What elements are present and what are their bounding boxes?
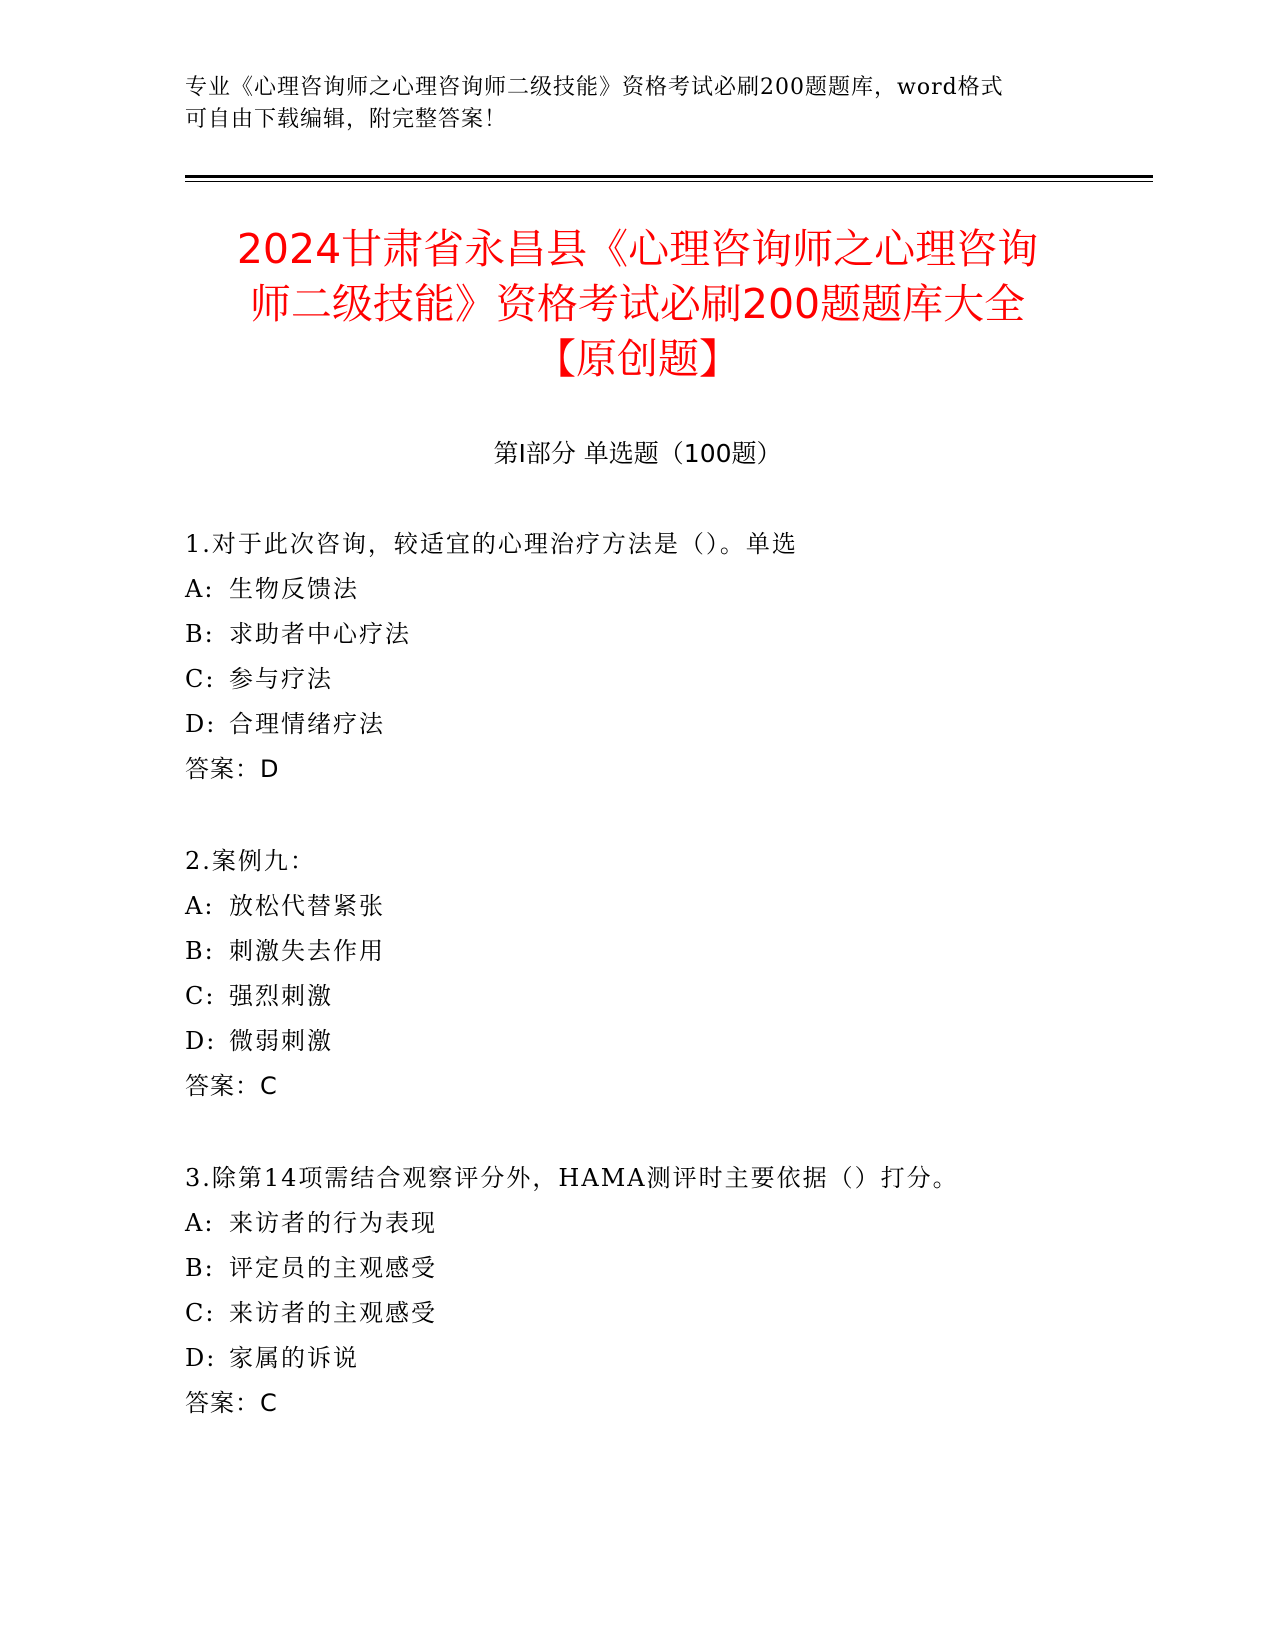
option-b [185,612,1090,657]
option-text: 微弱刺激 [229,1027,333,1055]
header-note-line-1: 专业《心理咨询师之心理咨询师二级技能》资格考试必刷200题题库，word格式 [185,75,1004,100]
option-text: 刺激失去作用 [229,937,385,965]
option-letter: D: [185,1344,217,1372]
option-b [185,1246,1090,1291]
option-text: 强烈刺激 [229,982,333,1010]
answer-line: 答案：C [185,1072,278,1100]
option-text: 参与疗法 [229,665,333,693]
option-c [185,657,1090,702]
header-note [185,72,1065,136]
answer-line: 答案：D [185,755,280,783]
header-rule-thick [185,175,1153,178]
option-text: 来访者的主观感受 [229,1299,437,1327]
option-a [185,884,1090,929]
option-letter: C: [185,665,216,693]
option-letter: D: [185,710,217,738]
option-letter: A: [185,1209,215,1237]
answer-line: 答案：C [185,1389,278,1417]
option-letter: C: [185,1299,216,1327]
option-letter: A: [185,575,215,603]
option-d [185,1336,1090,1381]
option-text: 生物反馈法 [229,575,359,603]
option-d [185,702,1090,747]
header-rule-thin [185,181,1153,182]
title-line-3: 【原创题】 [535,335,740,383]
option-text: 合理情绪疗法 [229,710,385,738]
option-c [185,974,1090,1019]
option-letter: A: [185,892,215,920]
option-c [185,1291,1090,1336]
document-title [160,222,1115,387]
option-b [185,929,1090,974]
option-a [185,567,1090,612]
title-line-2: 师二级技能》资格考试必刷200题题库大全 [249,280,1026,328]
option-letter: C: [185,982,216,1010]
question-block [185,839,1090,1109]
option-a [185,1201,1090,1246]
question-block [185,522,1090,792]
header-note-line-2: 可自由下载编辑，附完整答案！ [185,107,508,132]
option-text: 求助者中心疗法 [229,620,411,648]
option-letter: D: [185,1027,217,1055]
section-heading: 第Ⅰ部分 单选题（100题） [493,439,782,468]
option-text: 评定员的主观感受 [229,1254,437,1282]
question-stem: 2.案例九： [185,847,316,875]
option-letter: B: [185,1254,215,1282]
option-letter: B: [185,620,215,648]
option-text: 家属的诉说 [229,1344,359,1372]
option-d [185,1019,1090,1064]
question-stem: 1.对于此次咨询，较适宜的心理治疗方法是（）。单选 [185,530,798,558]
option-letter: B: [185,937,215,965]
question-block [185,1156,1090,1426]
question-stem: 3.除第14项需结合观察评分外，HAMA测评时主要依据（）打分。 [185,1164,959,1192]
title-line-1: 2024甘肃省永昌县《心理咨询师之心理咨询 [236,225,1039,273]
option-text: 放松代替紧张 [229,892,385,920]
option-text: 来访者的行为表现 [229,1209,437,1237]
